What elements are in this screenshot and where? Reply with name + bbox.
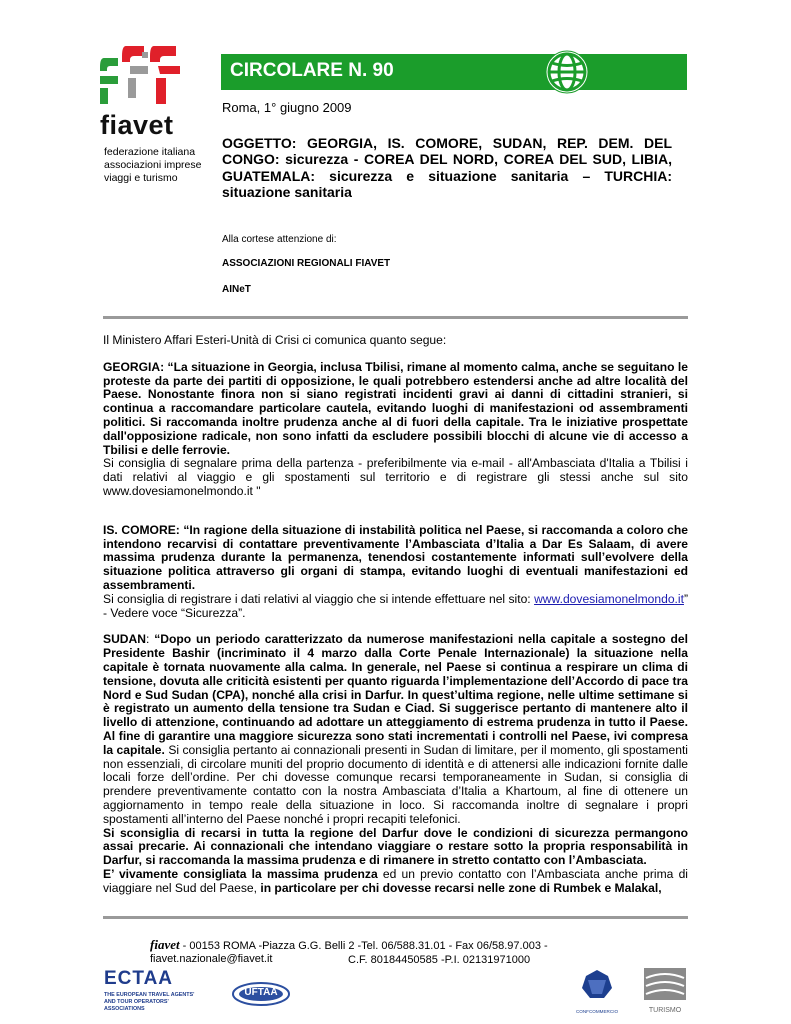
comore-bold-text: “In ragione della situazione di instabilità politica nel Paese, si raccomanda a coloro che intendono recarvisi di contattare preventivamente l’Ambasciata d’Italia a Dar Es Salaam, di avere massima prudenza durante la permanenza, tenendosi costantemente informati sull’evolvere della situazione politica attraverso gli organi di stampa, evitando luoghi di eventuali manifestazioni ed assembramenti. xyxy=(103,522,688,592)
circular-title-bar xyxy=(221,54,687,90)
sudan-section xyxy=(103,633,688,826)
fiavet-logo xyxy=(96,44,192,106)
header-divider xyxy=(103,316,688,319)
footer-brand: fiavet xyxy=(150,937,180,952)
brand-subtitle-line: federazione italiana xyxy=(104,146,196,158)
subject-label: OGGETTO: xyxy=(222,135,297,151)
confturismo-logo xyxy=(640,966,690,1014)
confcommercio-logo-text: CONFCOMMERCIO xyxy=(575,1009,619,1014)
attention-line: Alla cortese attenzione di: xyxy=(222,234,337,245)
georgia-label: GEORGIA: xyxy=(103,359,168,374)
darfur-warning xyxy=(103,827,688,868)
subject-text: GEORGIA, IS. COMORE, SUDAN, REP. DEM. DEL CONGO: sicurezza - COREA DEL NORD, COREA DEL SUD, LIBIA, GUATEMALA: sicurezza e situazione sanitaria – TURCHIA: situazione sanitaria xyxy=(222,135,672,201)
comore-advice xyxy=(103,593,688,621)
rumbek-malakal-text: in particolare per chi dovesse recarsi nelle zone di Rumbek e Malakal, xyxy=(260,880,662,895)
intro-paragraph: Il Ministero Affari Esteri-Unità di Crisi ci comunica quanto segue: xyxy=(103,333,447,347)
footer-address-text: - 00153 ROMA -Piazza G.G. Belli 2 -Tel. 06/588.31.01 - Fax 06/58.97.003 - fiavet.nazionale@fiavet.it xyxy=(150,940,548,965)
darfur-warning-text: Si sconsiglia di recarsi in tutta la regione del Darfur dove le condizioni di sicurezza permangono assai precarie. Ai connazionali che intendano viaggiare o restare sotto la propria responsabilità in Darfur, si raccomanda la massima prudenza e di rimanere in stretto contatto con l’Ambasciata. xyxy=(103,825,688,868)
confturismo-logo-text: TURISMO xyxy=(648,1007,682,1014)
circular-title: CIRCOLARE N. 90 xyxy=(230,60,394,81)
comore-label: IS. COMORE: xyxy=(103,522,184,537)
confturismo-emblem xyxy=(640,966,690,1002)
subject-block xyxy=(222,135,672,201)
recipient-ainet: AINeT xyxy=(222,284,251,295)
georgia-bold-text: “La situazione in Georgia, inclusa Tbilisi, rimane al momento calma, anche se seguitano le proteste da parte dei partiti di opposizione, le quali potrebbero estendersi anche ad altre località del Paese. Nonostante finora non si siano registrati incidenti gravi ai danni di cittadini stranieri, si continua a raccomandare particolare cautela, evitando luoghi di manifestazioni od assembramenti politici. Si raccomanda inoltre prudenza anche al di fuori della capitale. Tra le iniziative prospettate dall'opposizione radicale, non sono infatti da escludere possibili blocchi di alcune vie di accesso a Tbilisi e delle ferrovie. xyxy=(103,359,688,457)
comore-advice-end: ” - Vedere voce “Sicurezza”. xyxy=(103,591,688,620)
recipient-regional-associations: ASSOCIAZIONI REGIONALI FIAVET xyxy=(222,258,391,269)
ectaa-logo-sub: AND TOUR OPERATORS' ASSOCIATIONS xyxy=(104,999,169,1012)
ectaa-logo-sub: THE EUROPEAN TRAVEL AGENTS' xyxy=(104,992,195,998)
footer-tax-codes: C.F. 80184450585 -P.I. 02131971000 xyxy=(348,954,531,966)
sudan-advice: Si consiglia pertanto ai connazionali presenti in Sudan di limitare, per il momento, gli spostamenti non essenziali, di circolare muniti del proprio documento di identità e di attenersi alle indicazioni fornite dalle locali forze dell’ordine. Per chi dovesse comunque recarsi temporaneamente in Sudan, si consiglia di prendere preventivamente contatto con la nostra Ambasciata d’Italia a Khartoum, al fine di ottenere un aggiornamento in tempo reale della situazione in loco. Si raccomanda inoltre di segnalare i propri spostamenti all’interno del Paese nonché i propri recapiti telefonici. xyxy=(103,742,688,826)
globe-icon xyxy=(543,48,591,96)
ectaa-logo xyxy=(104,968,204,1018)
brand-subtitle-line: associazioni imprese xyxy=(104,159,202,171)
south-sudan-bold: E’ vivamente consigliata la massima prudenza xyxy=(103,866,378,881)
south-sudan-advice xyxy=(103,868,688,896)
sudan-bold-text: “Dopo un periodo caratterizzato da numerose manifestazioni nella capitale a sostegno del Presidente Bashir (incriminato il 4 marzo dalla Corte Penale Internazionale) la situazione nella capitale è tornata nuovamente alla calma. In generale, nel Paese si continua a respirare un clima di tensione, dovuta alle criticità esistenti per quanto riguarda l’implementazione dell’Accordo di pace tra Nord e Sud Sudan (CPA), nonché alla crisi in Darfur. In quest’ultima regione, nelle ultime settimane si è registrato un aumento della tensione tra Sudan e Ciad. Si suggerisce pertanto di mantenere alto il livello di attenzione, continuando ad adottare un atteggiamento di estrema prudenza in tutto il Paese. Al fine di garantire una maggiore sicurezza sono stati incrementati i controlli nel Paese, ivi compresa la capitale. xyxy=(103,632,688,757)
georgia-advice: Si consiglia di segnalare prima della partenza - preferibilmente via e-mail - all'Ambasciata d'Italia a Tbilisi i dati relativi al viaggio e gli spostamenti sul territorio e di registrare gli stessi anche sul sito www.dovesiamonelmondo.it " xyxy=(103,456,688,498)
comore-advice-text: Si consiglia di registrare i dati relativi al viaggio che si intende effettuare nel sito: xyxy=(103,591,535,606)
confcommercio-emblem xyxy=(572,966,622,1004)
south-sudan-text: ed un previo contatto con l’Ambasciata anche prima di viaggiare nel Sud del Paese, xyxy=(103,866,688,895)
uftaa-logo xyxy=(232,982,290,1006)
ectaa-logo-text: ECTAA xyxy=(104,968,174,989)
brand-name: fiavet xyxy=(100,110,174,140)
comore-section xyxy=(103,524,688,593)
circular-body xyxy=(103,334,688,895)
georgia-section xyxy=(103,361,688,458)
sudan-separator: : xyxy=(146,632,155,647)
footer-divider xyxy=(103,916,688,919)
brand-subtitle-line: viaggi e turismo xyxy=(104,172,178,184)
logo-grey-shapes xyxy=(128,52,148,98)
uftaa-logo-text: UFTAA xyxy=(244,987,278,998)
brand-subtitle xyxy=(104,146,224,185)
sudan-label: SUDAN xyxy=(103,632,147,647)
dovesiamonelmondo-link[interactable]: www.dovesiamonelmondo.it xyxy=(534,591,684,606)
document-date: Roma, 1° giugno 2009 xyxy=(222,100,352,115)
logo-green-shapes xyxy=(100,58,118,104)
confcommercio-logo xyxy=(572,966,622,1014)
